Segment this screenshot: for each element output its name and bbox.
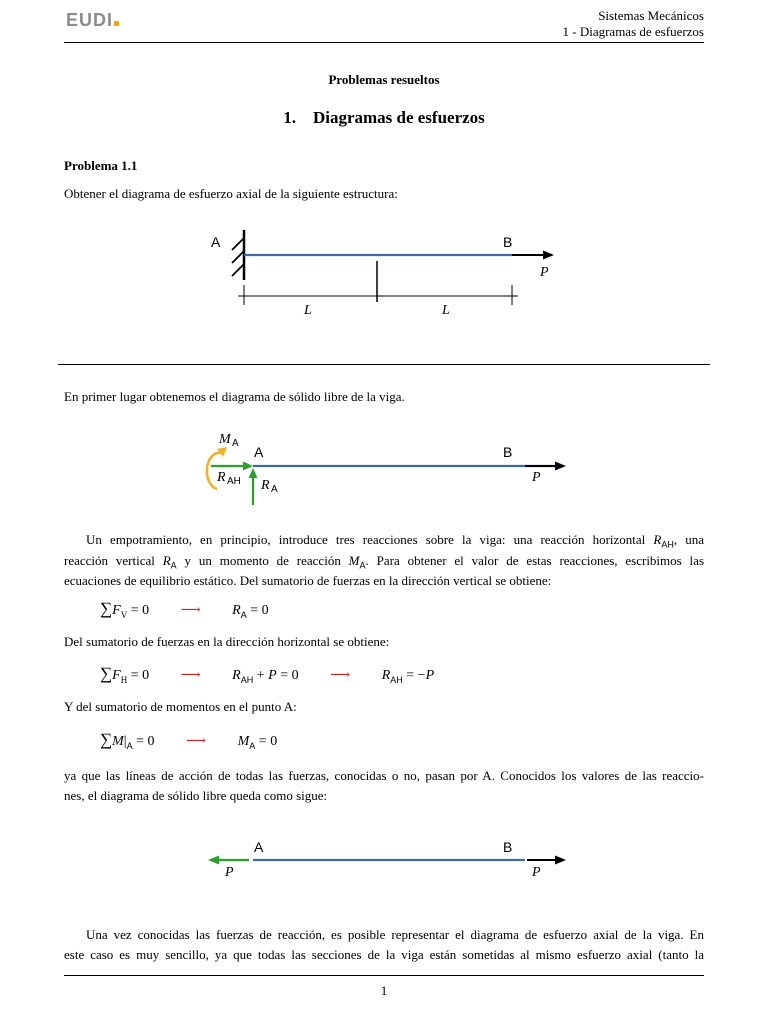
label-a: A: [211, 234, 221, 250]
label-p-left: P: [225, 865, 234, 880]
dimension-l1: L: [304, 303, 312, 318]
reaction-vertical-arrowhead: [249, 468, 258, 478]
problem-title: Problema 1.1: [64, 158, 138, 173]
text-moments: Y del sumatorio de momentos en el punto A:: [64, 699, 297, 714]
equation-horizontal-forces: $\sum F_H = 0$ ⟶ $R_{AH} + P = 0$ ⟶ $R_{AH} = -P$: [100, 664, 435, 685]
header-subject: Sistemas Mecánicos: [598, 8, 704, 23]
equation-moments: $\sum M|_A = 0$ ⟶ $M_A = 0$: [100, 730, 278, 751]
label-b: B: [503, 234, 513, 250]
implies-arrow: ⟶: [186, 734, 207, 749]
paragraph-2-line-1: ya que las líneas de acción de todas las fuerzas, conocidas o no, pasan por A. Conocidos los valores de las reaccio-: [64, 768, 704, 783]
label-a: A: [254, 839, 264, 855]
label-b: B: [503, 839, 513, 855]
paragraph-2-line-2: nes, el diagrama de sólido libre queda como sigue:: [64, 788, 328, 803]
label-ra-sub: A: [271, 484, 278, 495]
label-a: A: [254, 444, 264, 460]
label-rah-sub: AH: [227, 476, 241, 487]
footer-rule: [64, 975, 704, 976]
label-p: P: [532, 470, 541, 485]
problem-statement: Obtener el diagrama de esfuerzo axial de la siguiente estructura:: [64, 186, 398, 201]
wall-support: [232, 230, 244, 280]
label-p: P: [540, 265, 549, 280]
header-chapter: 1 - Diagramas de esfuerzos: [562, 24, 704, 39]
figure-resolved-free-body: [195, 835, 580, 885]
chapter-title: 1. Diagramas de esfuerzos: [283, 108, 485, 127]
label-ra: R: [261, 478, 270, 493]
equation-vertical-forces: $\sum F_V = 0$ ⟶ $R_A = 0$: [100, 599, 269, 620]
logo-accent-dot: [114, 21, 119, 26]
paragraph-3-line-2: este caso es muy sencillo, ya que todas las secciones de la viga están sometidas al mismo esfuerzo axial (tanto la: [64, 947, 704, 962]
reaction-horizontal-arrowhead: [243, 462, 253, 471]
paragraph-1-line-1: Un empotramiento, en principio, introduce tres reacciones sobre la viga: una reacción horizontal $R_{AH}$, una: [86, 532, 704, 550]
label-ma-sub: A: [232, 438, 239, 449]
right-force-arrowhead: [555, 856, 566, 865]
paragraph-1-line-3: ecuaciones de equilibrio estático. Del sumatorio de fuerzas en la dirección vertical se obtiene:: [64, 573, 552, 588]
section-divider: [58, 364, 710, 365]
paragraph-1-line-2: reacción vertical $R_A$ y un momento de reacción $M_A$. Para obtener el valor de estas reacciones, escribimos las: [64, 553, 705, 571]
label-b: B: [503, 444, 513, 460]
figure-structure: [200, 225, 570, 325]
implies-arrow: ⟶: [180, 603, 201, 618]
load-arrowhead: [543, 251, 554, 260]
header-rule: [64, 42, 704, 43]
section-label: Problemas resueltos: [328, 72, 440, 87]
paragraph-3-line-1: Una vez conocidas las fuerzas de reacción, es posible representar el diagrama de esfuerzo axial de la viga. En: [86, 927, 704, 942]
left-force-arrowhead: [208, 856, 219, 865]
label-rah: R: [217, 470, 226, 485]
dimension-lines: [238, 261, 518, 305]
implies-arrow: ⟶: [330, 668, 351, 683]
page-number: 1: [380, 983, 388, 998]
text-horizontal: Del sumatorio de fuerzas en la dirección horizontal se obtiene:: [64, 634, 390, 649]
dimension-l2: L: [442, 303, 450, 318]
load-arrowhead: [555, 462, 566, 471]
free-body-intro: En primer lugar obtenemos el diagrama de sólido libre de la viga.: [64, 389, 405, 404]
figure-free-body: [195, 425, 580, 510]
implies-arrow: ⟶: [180, 668, 201, 683]
label-p-right: P: [532, 865, 541, 880]
eudi-logo: EUDI: [66, 10, 119, 31]
label-ma: M: [219, 432, 231, 447]
